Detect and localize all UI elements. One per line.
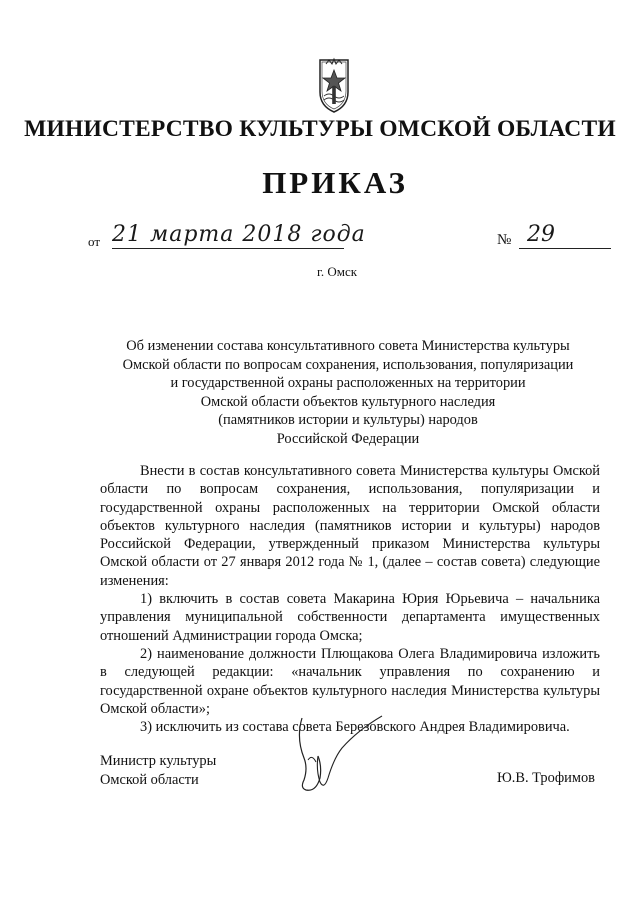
signatory-title-line: Министр культуры: [100, 753, 217, 769]
number-prefix: №: [497, 232, 512, 248]
signatory-title-line: Омской области: [100, 771, 199, 788]
subject-line: и государственной охраны расположенных на территории: [170, 375, 526, 392]
document-type: ПРИКАЗ: [262, 165, 408, 200]
body-item: 1) включить в состав совета Макарина Юрия Юрьевича – начальника управления муниципальной собственности департамента имущественных отношений Администрации города Омска;: [100, 591, 600, 644]
subject-line: Об изменении состава консультативного совета Министерства культуры: [126, 338, 570, 354]
order-body: [100, 462, 600, 736]
signature-icon: [282, 708, 392, 798]
subject-line: (памятников истории и культуры) народов: [218, 412, 478, 429]
body-item: 2) наименование должности Плющакова Олега Владимировича изложить в следующей редакции: «начальник управления по сохранению и государственной охране объектов культурного наследия Министерства культуры Омской области»;: [100, 645, 600, 717]
subject-line: Омской области по вопросам сохранения, использования, популяризации: [122, 356, 574, 373]
order-date: 21 марта 2018 года: [112, 222, 366, 247]
body-item: 3) исключить из состава совета Березовского Андрея Владимировича.: [140, 719, 570, 736]
city: г. Омск: [317, 264, 358, 279]
order-number: 29: [519, 222, 611, 249]
date-prefix: от: [88, 234, 101, 249]
coat-of-arms-icon: [317, 56, 351, 114]
body-intro: Внести в состав консультативного совета Министерства культуры Омской области по вопросам сохранения, использования, популяризации и государственной охраны расположенных на территории Омской области объектов культурного наследия (памятников истории и культуры) народов Российской Федерации, утвержденный приказом Министерства культуры Омской области от 27 января 2012 года № 1, (далее – состав совета) следующие изменения:: [100, 463, 600, 589]
subject-line: Российской Федерации: [276, 430, 420, 447]
subject-line: Омской области объектов культурного наследия: [200, 393, 496, 410]
signatory-name: Ю.В. Трофимов: [497, 770, 595, 786]
order-subject: [100, 337, 596, 449]
signatory-title: [100, 752, 216, 789]
ministry-name: МИНИСТЕРСТВО КУЛЬТУРЫ ОМСКОЙ ОБЛАСТИ: [24, 116, 616, 142]
